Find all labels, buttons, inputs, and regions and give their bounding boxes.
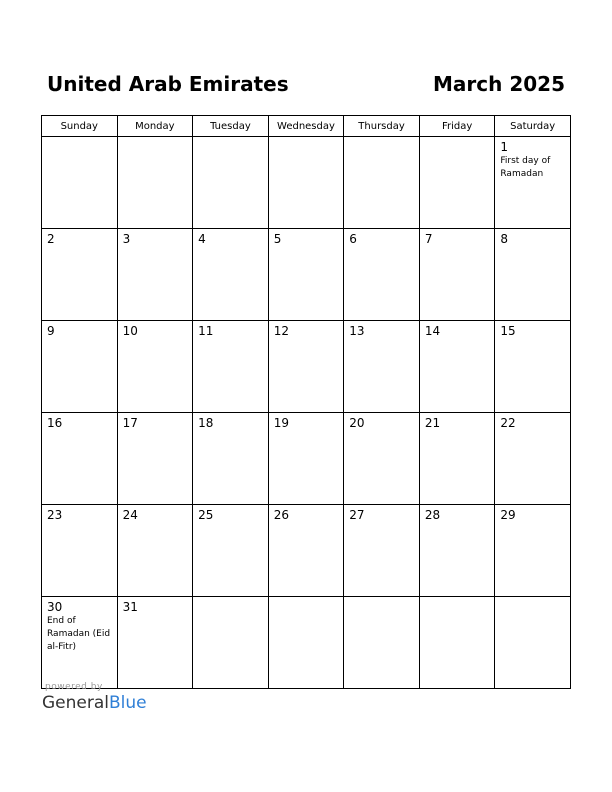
day-cell [268,505,344,597]
day-cell [344,505,420,597]
week-row [42,505,571,597]
day-number: 11 [198,324,214,338]
calendar-body [42,137,571,689]
day-number: 9 [47,324,55,338]
day-cell [193,505,269,597]
calendar-country-title: United Arab Emirates [47,72,289,96]
day-cell [42,505,118,597]
day-cell [419,505,495,597]
day-number: 16 [47,416,63,430]
day-cell [495,505,571,597]
day-number: 5 [273,232,282,246]
day-cell [117,229,193,321]
day-cell [495,137,571,229]
brand-general: General [42,693,109,713]
day-number: 7 [424,232,433,246]
day-number: 6 [349,232,357,246]
day-number: 13 [349,324,365,338]
day-number: 19 [273,416,289,430]
weekday-header: Saturday [495,116,571,137]
week-row [42,413,571,505]
day-number: 26 [273,508,289,522]
day-number: 24 [122,508,138,522]
day-cell [193,413,269,505]
day-cell [193,321,269,413]
brand-blue: Blue [109,693,147,713]
day-cell [42,321,118,413]
weekday-header: Monday [117,116,193,137]
weekday-header-row [42,116,571,137]
day-number: 2 [47,232,55,246]
day-number: 17 [122,416,138,430]
day-number: 30 [47,600,63,614]
holiday-event: End of Ramadan (Eid al-Fitr) [47,616,111,652]
powered-by-label: powered by [45,682,103,692]
day-number: 21 [424,416,441,430]
day-cell [268,229,344,321]
day-number: 14 [424,324,441,338]
day-number: 20 [349,416,365,430]
week-row [42,321,571,413]
day-cell [193,229,269,321]
day-cell [344,229,420,321]
day-number: 3 [122,232,131,246]
day-cell [419,229,495,321]
day-cell [117,505,193,597]
day-cell [419,413,495,505]
weekday-header: Wednesday [268,116,344,137]
empty-day-cell [42,137,118,229]
week-row [42,137,571,229]
day-cell [117,413,193,505]
day-cell [42,597,118,689]
week-row [42,597,571,689]
day-number: 23 [47,508,63,522]
day-cell [117,321,193,413]
day-number: 10 [122,324,138,338]
empty-day-cell [117,137,193,229]
empty-day-cell [193,597,269,689]
day-number: 25 [198,508,214,522]
day-cell [495,229,571,321]
day-cell [495,321,571,413]
day-number: 12 [273,324,289,338]
day-number: 27 [349,508,365,522]
empty-day-cell [419,597,495,689]
day-cell [42,229,118,321]
day-cell [495,413,571,505]
day-cell [42,413,118,505]
weekday-header: Sunday [42,116,118,137]
day-number: 4 [198,232,206,246]
day-cell [344,321,420,413]
empty-day-cell [268,137,344,229]
day-number: 22 [500,416,516,430]
day-cell [117,597,193,689]
day-number: 28 [424,508,441,522]
calendar-month-title: March 2025 [433,72,565,96]
holiday-event: First day of Ramadan [500,156,551,179]
weekday-header: Thursday [344,116,420,137]
day-number: 31 [122,600,138,614]
calendar-grid [41,115,571,689]
day-number: 1 [500,140,509,154]
empty-day-cell [495,597,571,689]
day-number: 29 [500,508,516,522]
empty-day-cell [193,137,269,229]
generalblue-logo [42,693,147,713]
day-cell [268,321,344,413]
weekday-header: Tuesday [193,116,269,137]
day-cell [268,413,344,505]
weekday-header: Friday [419,116,495,137]
empty-day-cell [344,137,420,229]
day-number: 15 [500,324,516,338]
empty-day-cell [419,137,495,229]
empty-day-cell [344,597,420,689]
day-number: 8 [500,232,509,246]
empty-day-cell [268,597,344,689]
day-cell [344,413,420,505]
day-cell [419,321,495,413]
week-row [42,229,571,321]
day-number: 18 [198,416,214,430]
